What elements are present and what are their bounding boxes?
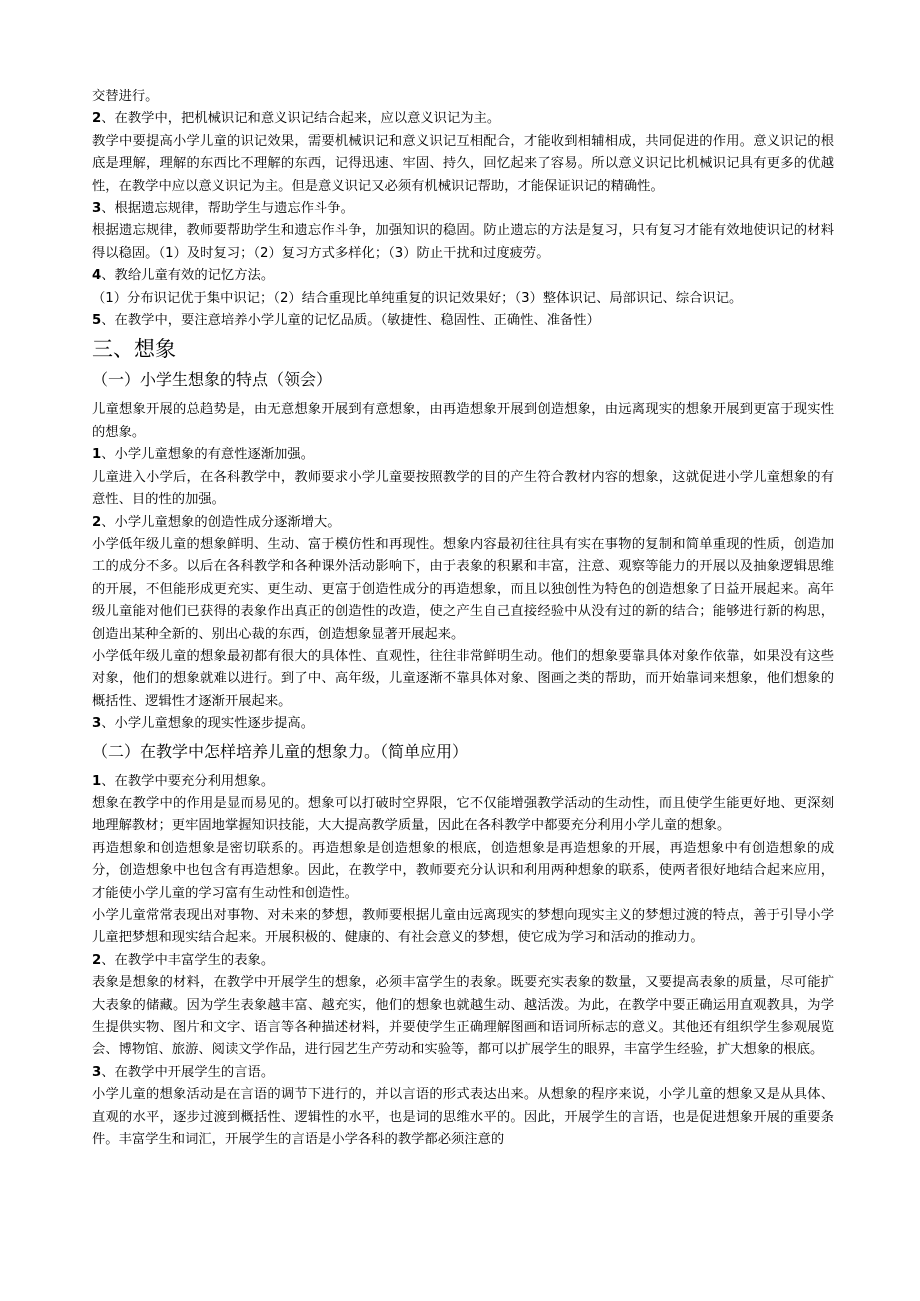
list-item — [92, 950, 834, 972]
item-number: 3 — [92, 201, 102, 217]
item-text: 、在教学中要充分利用想象。 — [101, 773, 275, 789]
item-text: 、小学儿童想象的现实性逐步提高。 — [101, 716, 315, 732]
item-number: 2 — [92, 514, 102, 530]
paragraph: 儿童进入小学后，在各科教学中，教师要求小学儿童要按照教学的目的产生符合教材内容的想象，这就促进小学儿童想象的有意性、目的性的加强。 — [92, 469, 834, 508]
list-item — [92, 108, 834, 130]
paragraph: 小学儿童的想象活动是在言语的调节下进行的，并以言语的形式表达出来。从想象的程序来说，小学儿童的想象又是从具体、直观的水平，逐步过渡到概括性、逻辑性的水平，也是词的思维水平的。因此，开展学生的言语，也是促进想象开展的重要条件。丰富学生和词汇，开展学生的言语是小学各科的教学都必须注意的 — [92, 1087, 834, 1148]
paragraph: 想象在教学中的作用是显而易见的。想象可以打破时空界限，它不仅能增强教学活动的生动性，而且使学生能更好地、更深刻地理解教材；更牢固地掌握知识技能，大大提高教学质量，因此在各科教学中都要充分利用小学儿童的想象。 — [92, 795, 834, 834]
item-text: 、在教学中开展学生的言语。 — [101, 1064, 275, 1080]
item-text: 、在教学中，把机械识记和意义识记结合起来，应以意义识记为主。 — [101, 111, 501, 127]
document-page — [92, 86, 834, 1151]
item-number: 5 — [92, 313, 102, 329]
paragraph: 根据遗忘规律，教师要帮助学生和遗忘作斗争，加强知识的稳固。防止遗忘的方法是复习，只有复习才能有效地使识记的材料得以稳固。（1）及时复习；（2）复习方式多样化；（3）防止干扰和过度疲劳。 — [92, 223, 834, 261]
paragraph: （1）分布识记优于集中识记；（2）结合重现比单纯重复的识记效果好；（3）整体识记、局部识记、综合识记。 — [92, 290, 743, 306]
list-item — [92, 512, 834, 534]
paragraph: 小学低年级儿童的想象最初都有很大的具体性、直观性，往往非常鲜明生动。他们的想象要靠具体对象作依靠，如果没有这些对象，他们的想象就难以进行。到了中、高年级，儿童逐渐不靠具体对象、图画之类的帮助，而开始靠词来想象，他们想象的概括性、逻辑性才逐渐开展起来。 — [92, 648, 834, 709]
item-text: 、根据遗忘规律，帮助学生与遗忘作斗争。 — [101, 201, 354, 217]
item-number: 2 — [92, 111, 102, 127]
list-item — [92, 444, 834, 466]
paragraph: 小学低年级儿童的想象鲜明、生动、富于模仿性和再现性。想象内容最初往往具有实在事物的复制和简单重现的性质，创造加工的成分不多。以后在各科教学和各种课外活动影响下，由于表象的积累和丰富，注意、观察等能力的开展以及抽象逻辑思维的开展，不但能形成更充实、更生动、更富于创造性成分的再造想象，而且以独创性为特色的创造想象了日益开展起来。高年级儿童能对他们已获得的表象作出真正的创造性的改造，使之产生自己直接经验中从没有过的新的结合；能够进行新的构思，创造出某种全新的、别出心裁的东西，创造想象显著开展起来。 — [92, 536, 834, 642]
item-text: 、在教学中丰富学生的表象。 — [101, 952, 275, 968]
paragraph: 教学中要提高小学儿童的识记效果，需要机械识记和意义识记互相配合，才能收到相辅相成，共同促进的作用。意义识记的根底是理解，理解的东西比不理解的东西，记得迅速、牢固、持久，回忆起来了容易。所以意义识记比机械识记具有更多的优越性，在教学中应以意义识记为主。但是意义识记又必须有机械识记帮助，才能保证识记的精确性。 — [92, 133, 834, 194]
item-number: 2 — [92, 952, 102, 968]
list-item — [92, 198, 834, 220]
paragraph: 交替进行。 — [92, 89, 159, 104]
item-number: 1 — [92, 447, 102, 463]
item-number: 1 — [92, 773, 102, 789]
section-heading: 三、想象 — [92, 337, 176, 362]
item-number: 3 — [92, 1064, 102, 1080]
item-number: 4 — [92, 268, 102, 284]
subsection-heading: （一）小学生想象的特点（领会） — [92, 370, 333, 390]
list-item — [92, 771, 834, 793]
list-item — [92, 310, 834, 332]
paragraph: 儿童想象开展的总趋势是，由无意想象开展到有意想象，由再造想象开展到创造想象，由远离现实的想象开展到更富于现实性的想象。 — [92, 402, 834, 440]
list-item — [92, 713, 834, 735]
item-text: 、在教学中，要注意培养小学儿童的记忆品质。（敏捷性、稳固性、正确性、准备性） — [101, 313, 600, 329]
paragraph: 表象是想象的材料，在教学中开展学生的想象，必须丰富学生的表象。既要充实表象的数量，又要提高表象的质量，尽可能扩大表象的储藏。因为学生表象越丰富、越充实，他们的想象也就越生动、越活泼。为此，在教学中要正确运用直观教具，为学生提供实物、图片和文字、语言等各种描述材料，并要使学生正确理解图画和语词所标志的意义。其他还有组织学生参观展览会、博物馆、旅游、阅读文学作品，进行园艺生产劳动和实验等，都可以扩展学生的眼界，丰富学生经验，扩大想象的根底。 — [92, 975, 834, 1058]
subsection-heading: （二）在教学中怎样培养儿童的想象力。（简单应用） — [92, 741, 469, 761]
list-item — [92, 1062, 834, 1084]
item-text: 、小学儿童想象的创造性成分逐渐增大。 — [101, 514, 341, 530]
item-number: 3 — [92, 716, 102, 732]
item-text: 、小学儿童想象的有意性逐渐加强。 — [101, 447, 315, 463]
item-text: 、教给儿童有效的记忆方法。 — [101, 268, 275, 284]
paragraph: 再造想象和创造想象是密切联系的。再造想象是创造想象的根底，创造想象是再造想象的开展，再造想象中有创造想象的成分，创造想象中也包含有再造想象。因此，在教学中，教师要充分认识和利用两种想象的联系，使两者很好地结合起来应用，才能使小学儿童的学习富有生动性和创造性。 — [92, 840, 834, 901]
paragraph: 小学儿童常常表现出对事物、对未来的梦想，教师要根据儿童由远离现实的梦想向现实主义的梦想过渡的特点，善于引导小学儿童把梦想和现实结合起来。开展积极的、健康的、有社会意义的梦想，使它成为学习和活动的推动力。 — [92, 908, 834, 946]
list-item — [92, 265, 834, 287]
